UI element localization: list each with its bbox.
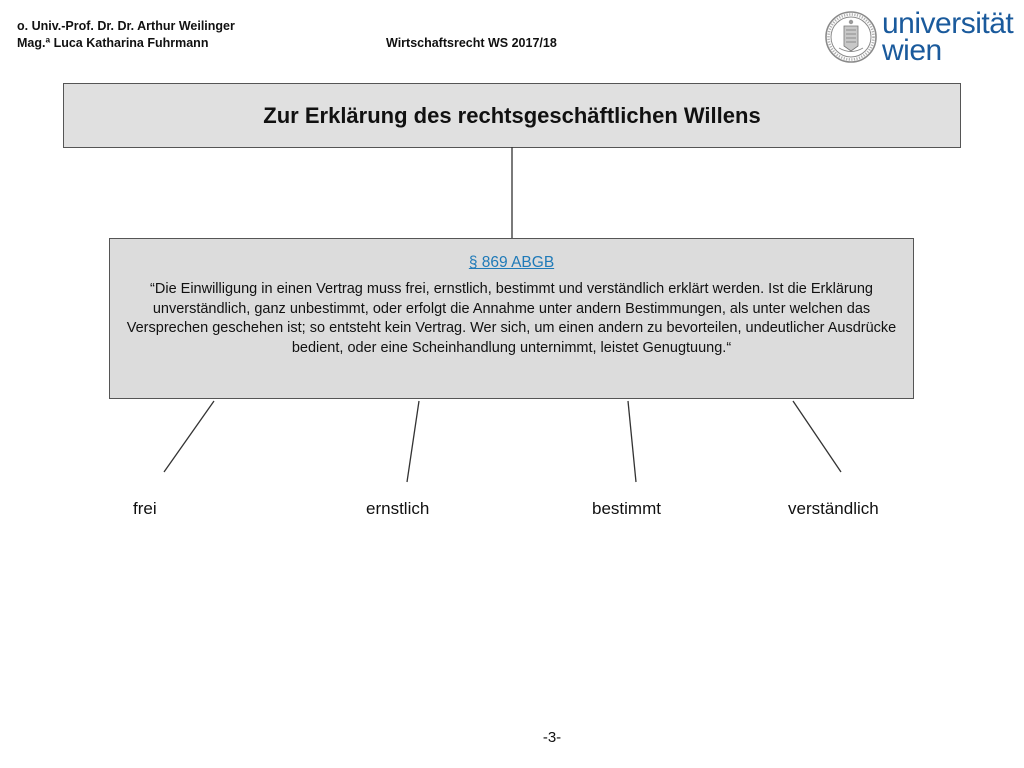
term-frei: frei xyxy=(133,499,157,518)
connector-verstaendlich xyxy=(793,401,841,472)
logo-wordmark-line-2: wien xyxy=(882,34,942,67)
connector-bestimmt xyxy=(628,401,636,482)
page-number: -3- xyxy=(542,729,562,746)
law-quote: “Die Einwilligung in einen Vertrag muss frei, ernstlich, bestimmt und verständlich erklärt werden. Ist die Erklärung unverständlich, ganz unbestimmt, oder erfolgt die Annahme unter andern Bestimmungen, als unter welchen das Versprechen geschehen ist; so entsteht kein Vertrag. Wer sich, um einen andern zu bevorteilen, undeutlicher Ausdrücke bedient, oder eine Scheinhandlung unternimmt, leistet Genugtuung.“ xyxy=(126,281,897,356)
law-reference-link[interactable]: § 869 ABGB xyxy=(468,254,555,271)
law-box xyxy=(109,238,914,399)
term-ernstlich: ernstlich xyxy=(366,499,430,518)
term-verstaendlich: verständlich xyxy=(788,499,879,518)
course-title: Wirtschaftsrecht WS 2017/18 xyxy=(386,36,557,50)
author-line-2: Mag.ª Luca Katharina Fuhrmann xyxy=(17,36,209,50)
connector-ernstlich xyxy=(407,401,419,482)
author-line-1: o. Univ.-Prof. Dr. Dr. Arthur Weilinger xyxy=(17,19,235,33)
connector-frei xyxy=(164,401,214,472)
term-bestimmt: bestimmt xyxy=(592,499,661,518)
logo-wordmark-line-1: universität xyxy=(882,7,1014,40)
slide-title: Zur Erklärung des rechtsgeschäftlichen Willens xyxy=(263,102,761,128)
